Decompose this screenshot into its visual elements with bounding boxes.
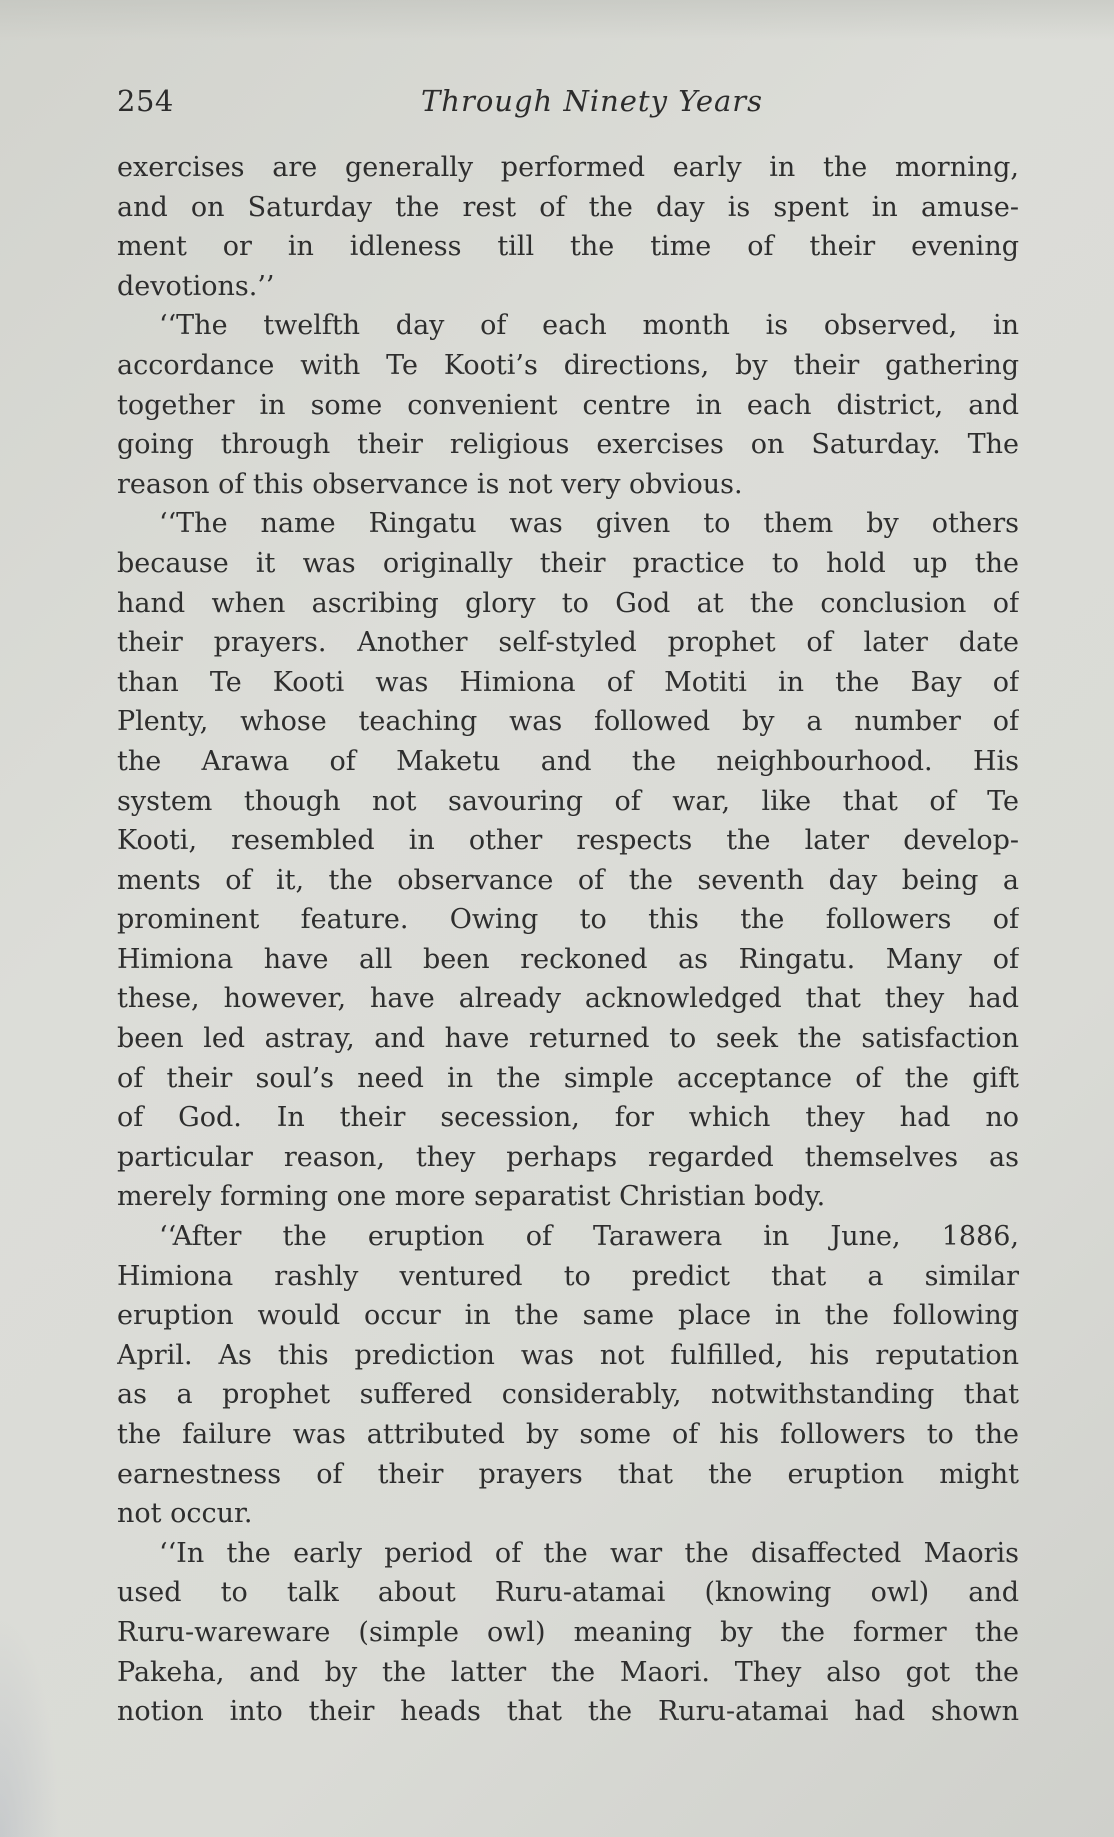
text-line: merely forming one more separatist Christian body. (117, 1181, 826, 1213)
text-line: earnestness of their prayers that the eruption might (117, 1458, 1019, 1490)
text-line: the Arawa of Maketu and the neighbourhood. His (117, 745, 1019, 777)
paragraph (117, 1534, 1019, 1732)
text-line: been led astray, and have returned to seek the satisfaction (117, 1023, 1019, 1055)
text-line: reason of this observance is not very obvious. (117, 468, 743, 500)
text-line: Ruru-wareware (simple owl) meaning by the former the (117, 1616, 1019, 1648)
paragraph (117, 148, 1019, 306)
text-line: ment or in idleness till the time of their evening (117, 231, 1019, 263)
text-line: than Te Kooti was Himiona of Motiti in the Bay of (117, 666, 1019, 698)
paragraph (117, 504, 1019, 1217)
text-line: devotions.’’ (117, 270, 275, 302)
text-line: these, however, have already acknowledged that they had (117, 983, 1019, 1015)
text-line: ments of it, the observance of the seventh day being a (117, 864, 1019, 896)
page-number: 254 (117, 84, 174, 118)
text-line: the failure was attributed by some of his followers to the (117, 1419, 1019, 1450)
text-line: ‘‘The twelfth day of each month is observed, in (159, 310, 1019, 342)
text-line: going through their religious exercises on Saturday. The (117, 429, 1019, 461)
paragraph (117, 306, 1019, 504)
paragraph (117, 1217, 1019, 1534)
text-line: together in some convenient centre in each district, and (117, 389, 1019, 421)
text-line: as a prophet suffered considerably, notwithstanding that (117, 1379, 1019, 1411)
text-line: their prayers. Another self-styled prophet of later date (117, 627, 1019, 659)
text-line: of their soul’s need in the simple acceptance of the gift (117, 1062, 1019, 1094)
text-line: not occur. (117, 1498, 253, 1530)
text-line: Pakeha, and by the latter the Maori. They also got the (117, 1656, 1019, 1688)
text-line: and on Saturday the rest of the day is spent in amuse- (117, 191, 1019, 223)
body-text (117, 148, 1019, 1732)
text-line: ‘‘After the eruption of Tarawera in June, 1886, (159, 1221, 1019, 1253)
text-line: prominent feature. Owing to this the followers of (117, 904, 1019, 936)
text-line: ‘‘The name Ringatu was given to them by others (159, 508, 1019, 540)
text-line: hand when ascribing glory to God at the conclusion of (117, 587, 1019, 619)
running-title: Through Ninety Years (420, 84, 764, 118)
text-line: Plenty, whose teaching was followed by a number of (117, 706, 1019, 738)
text-line: particular reason, they perhaps regarded themselves as (117, 1141, 1019, 1173)
text-line: eruption would occur in the same place in the following (117, 1300, 1019, 1332)
text-line: notion into their heads that the Ruru-atamai had shown (117, 1696, 1019, 1728)
text-line: used to talk about Ruru-atamai (knowing owl) and (117, 1577, 1019, 1609)
text-line: April. As this prediction was not fulfilled, his reputation (117, 1339, 1019, 1371)
text-line: because it was originally their practice to hold up the (117, 547, 1019, 579)
running-head (117, 84, 1027, 128)
text-line: of God. In their secession, for which they had no (117, 1102, 1019, 1134)
text-line: Kooti, resembled in other respects the later develop- (117, 825, 1019, 857)
text-line: Himiona have all been reckoned as Ringatu. Many of (117, 943, 1019, 975)
text-line: system though not savouring of war, like that of Te (117, 785, 1019, 817)
text-line: accordance with Te Kooti’s directions, by their gathering (117, 349, 1019, 381)
text-line: exercises are generally performed early in the morning, (117, 152, 1019, 183)
text-line: ‘‘In the early period of the war the disaffected Maoris (159, 1537, 1019, 1569)
text-line: Himiona rashly ventured to predict that a similar (117, 1260, 1019, 1292)
